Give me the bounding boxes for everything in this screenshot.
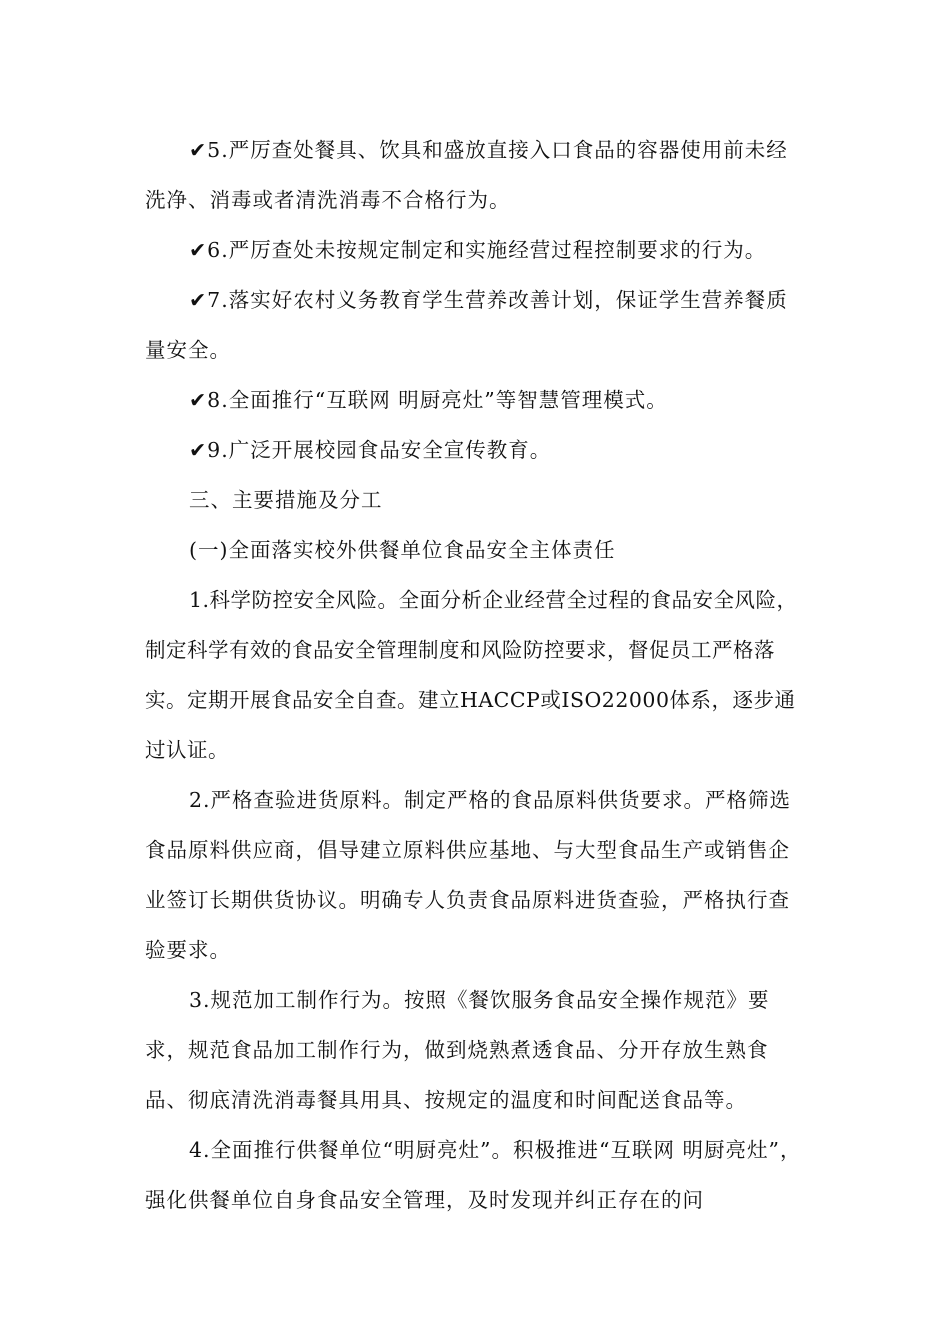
section-heading: 三、主要措施及分工	[189, 488, 383, 512]
paragraph-item-5: ✔5.严厉查处餐具、饮具和盛放直接入口食品的容器使用前未经洗净、消毒或者清洗消毒不合格行为。	[145, 138, 788, 212]
paragraph-item-7: ✔7.落实好农村义务教育学生营养改善计划，保证学生营养餐质量安全。	[145, 288, 788, 362]
paragraph-item-8: ✔8.全面推行“互联网 明厨亮灶”等智慧管理模式。	[189, 388, 668, 412]
measure-paragraph-4: 4.全面推行供餐单位“明厨亮灶”。积极推进“互联网 明厨亮灶”，强化供餐单位自身食品安全管理，及时发现并纠正存在的问	[145, 1138, 802, 1212]
paragraph-item-9: ✔9.广泛开展校园食品安全宣传教育。	[189, 438, 552, 462]
measure-paragraph-3: 3.规范加工制作行为。按照《餐饮服务食品安全操作规范》要求，规范食品加工制作行为，做到烧熟煮透食品、分开存放生熟食品、彻底清洗消毒餐具用具、按规定的温度和时间配送食品等。	[145, 988, 770, 1112]
paragraph-item-6: ✔6.严厉查处未按规定制定和实施经营过程控制要求的行为。	[189, 238, 767, 262]
subsection-heading: (一)全面落实校外供餐单位食品安全主体责任	[189, 538, 616, 562]
measure-paragraph-2: 2.严格查验进货原料。制定严格的食品原料供货要求。严格筛选食品原料供应商，倡导建立原料供应基地、与大型食品生产或销售企业签订长期供货协议。明确专人负责食品原料进货查验，严格执行查验要求。	[145, 788, 792, 962]
document-body	[145, 125, 805, 1225]
measure-paragraph-1: 1.科学防控安全风险。全面分析企业经营全过程的食品安全风险，制定科学有效的食品安全管理制度和风险防控要求，督促员工严格落实。定期开展食品安全自查。建立HACCP或ISO22000体系，逐步通过认证。	[145, 588, 798, 762]
